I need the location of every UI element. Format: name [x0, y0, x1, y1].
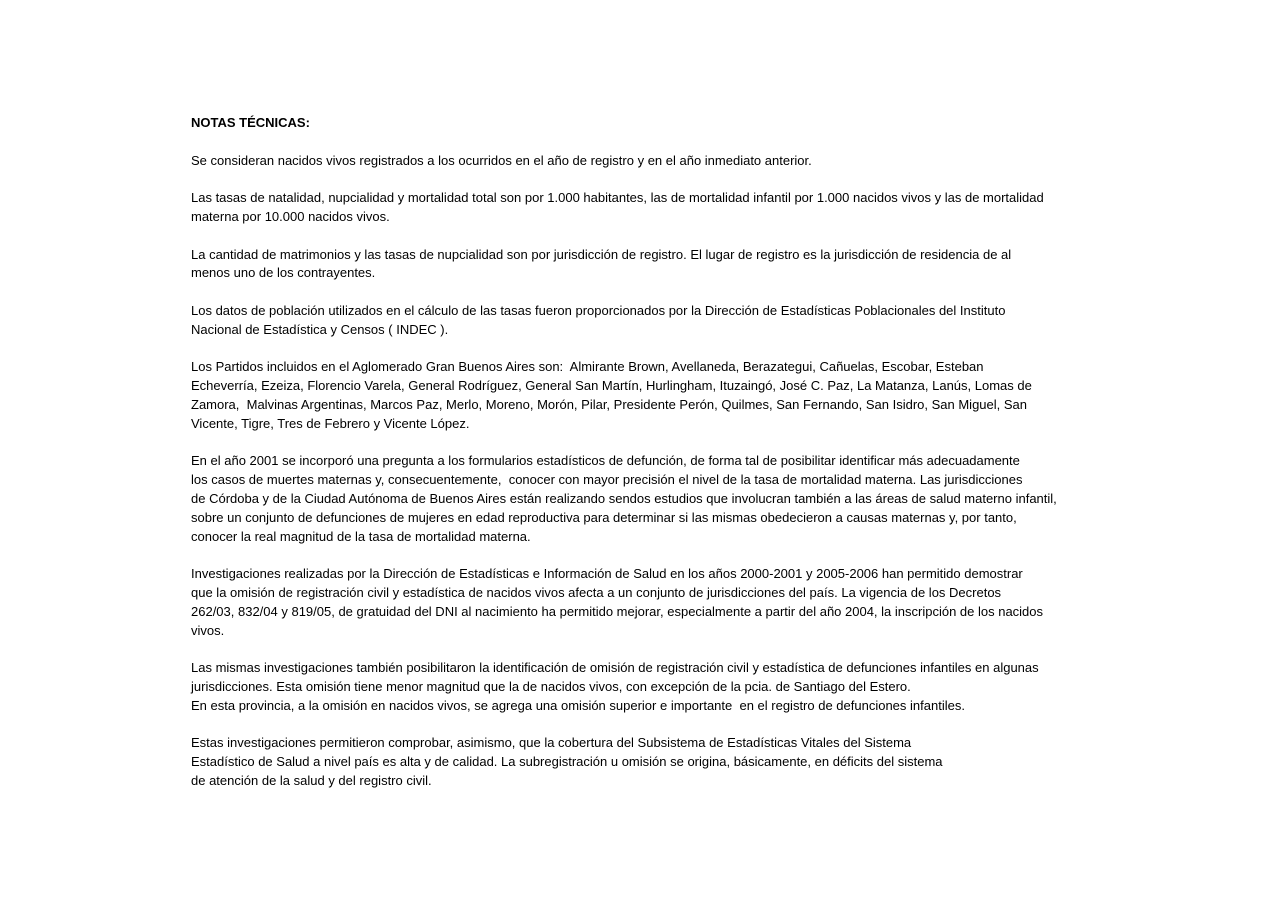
technical-notes-page	[191, 114, 1191, 791]
note-line: La cantidad de matrimonios y las tasas de nupcialidad son por jurisdicción de registro. El lugar de registro es la jurisdicción de residencia de al	[191, 246, 1012, 262]
note-line: Nacional de Estadística y Censos ( INDEC ).	[191, 321, 449, 337]
note-line: materna por 10.000 nacidos vivos.	[191, 208, 390, 224]
note-paragraph	[191, 189, 1191, 227]
note-paragraph	[191, 358, 1191, 433]
note-paragraph	[191, 659, 1191, 715]
note-paragraph	[191, 734, 1191, 790]
notes-title: NOTAS TÉCNICAS:	[191, 115, 310, 130]
note-line: Investigaciones realizadas por la Dirección de Estadísticas e Información de Salud en los años 2000-2001 y 2005-2006 han permitido demostrar	[191, 566, 1023, 582]
note-line: En el año 2001 se incorporó una pregunta a los formularios estadísticos de defunción, de forma tal de posibilitar identificar más adecuadamente	[191, 453, 1020, 469]
note-line: 262/03, 832/04 y 819/05, de gratuidad del DNI al nacimiento ha permitido mejorar, especialmente a partir del año 2004, la inscripción de los nacidos	[191, 603, 1044, 619]
note-line: de atención de la salud y del registro civil.	[191, 772, 432, 788]
note-line: Zamora, Malvinas Argentinas, Marcos Paz, Merlo, Moreno, Morón, Pilar, Presidente Perón, Quilmes, San Fernando, San Isidro, San Miguel, San	[191, 396, 1027, 412]
note-paragraph	[191, 152, 1191, 171]
note-line: Estadístico de Salud a nivel país es alta y de calidad. La subregistración u omisión se origina, básicamente, en déficits del sistema	[191, 754, 943, 770]
note-line: de Córdoba y de la Ciudad Autónoma de Buenos Aires están realizando sendos estudios que involucran también a las áreas de salud materno infantil,	[191, 490, 1057, 506]
note-line: Echeverría, Ezeiza, Florencio Varela, General Rodríguez, General San Martín, Hurlingham, Ituzaingó, José C. Paz, La Matanza, Lanús, Lomas de	[191, 378, 1032, 394]
note-line: Las tasas de natalidad, nupcialidad y mortalidad total son por 1.000 habitantes, las de mortalidad infantil por 1.000 nacidos vivos y las de mortalidad	[191, 190, 1044, 206]
note-line: Se consideran nacidos vivos registrados a los ocurridos en el año de registro y en el año inmediato anterior.	[191, 152, 812, 168]
note-line: jurisdicciones. Esta omisión tiene menor magnitud que la de nacidos vivos, con excepción de la pcia. de Santiago del Estero.	[191, 678, 911, 694]
notes-body	[191, 152, 1191, 791]
note-line: Estas investigaciones permitieron comprobar, asimismo, que la cobertura del Subsistema de Estadísticas Vitales del Sistema	[191, 735, 912, 751]
note-line: que la omisión de registración civil y estadística de nacidos vivos afecta a un conjunto de jurisdicciones del país. La vigencia de los Decretos	[191, 584, 1002, 600]
note-line: Los Partidos incluidos en el Aglomerado Gran Buenos Aires son: Almirante Brown, Avellaneda, Berazategui, Cañuelas, Escobar, Esteban	[191, 359, 984, 375]
note-paragraph	[191, 302, 1191, 340]
note-line: Las mismas investigaciones también posibilitaron la identificación de omisión de registración civil y estadística de defunciones infantiles en algunas	[191, 660, 1039, 676]
note-line: vivos.	[191, 622, 225, 638]
note-line: Vicente, Tigre, Tres de Febrero y Vicente López.	[191, 415, 470, 431]
note-paragraph	[191, 246, 1191, 284]
note-line: Los datos de población utilizados en el cálculo de las tasas fueron proporcionados por la Dirección de Estadísticas Poblacionales del Instituto	[191, 302, 1006, 318]
note-paragraph	[191, 452, 1191, 546]
note-line: los casos de muertes maternas y, consecuentemente, conocer con mayor precisión el nivel de la tasa de mortalidad materna. Las jurisdicciones	[191, 472, 1023, 488]
note-line: menos uno de los contrayentes.	[191, 265, 376, 281]
note-paragraph	[191, 565, 1191, 640]
note-line: En esta provincia, a la omisión en nacidos vivos, se agrega una omisión superior e importante en el registro de defunciones infantiles.	[191, 697, 965, 713]
note-line: conocer la real magnitud de la tasa de mortalidad materna.	[191, 528, 531, 544]
note-line: sobre un conjunto de defunciones de mujeres en edad reproductiva para determinar si las mismas obedecieron a causas maternas y, por tanto,	[191, 509, 1017, 525]
